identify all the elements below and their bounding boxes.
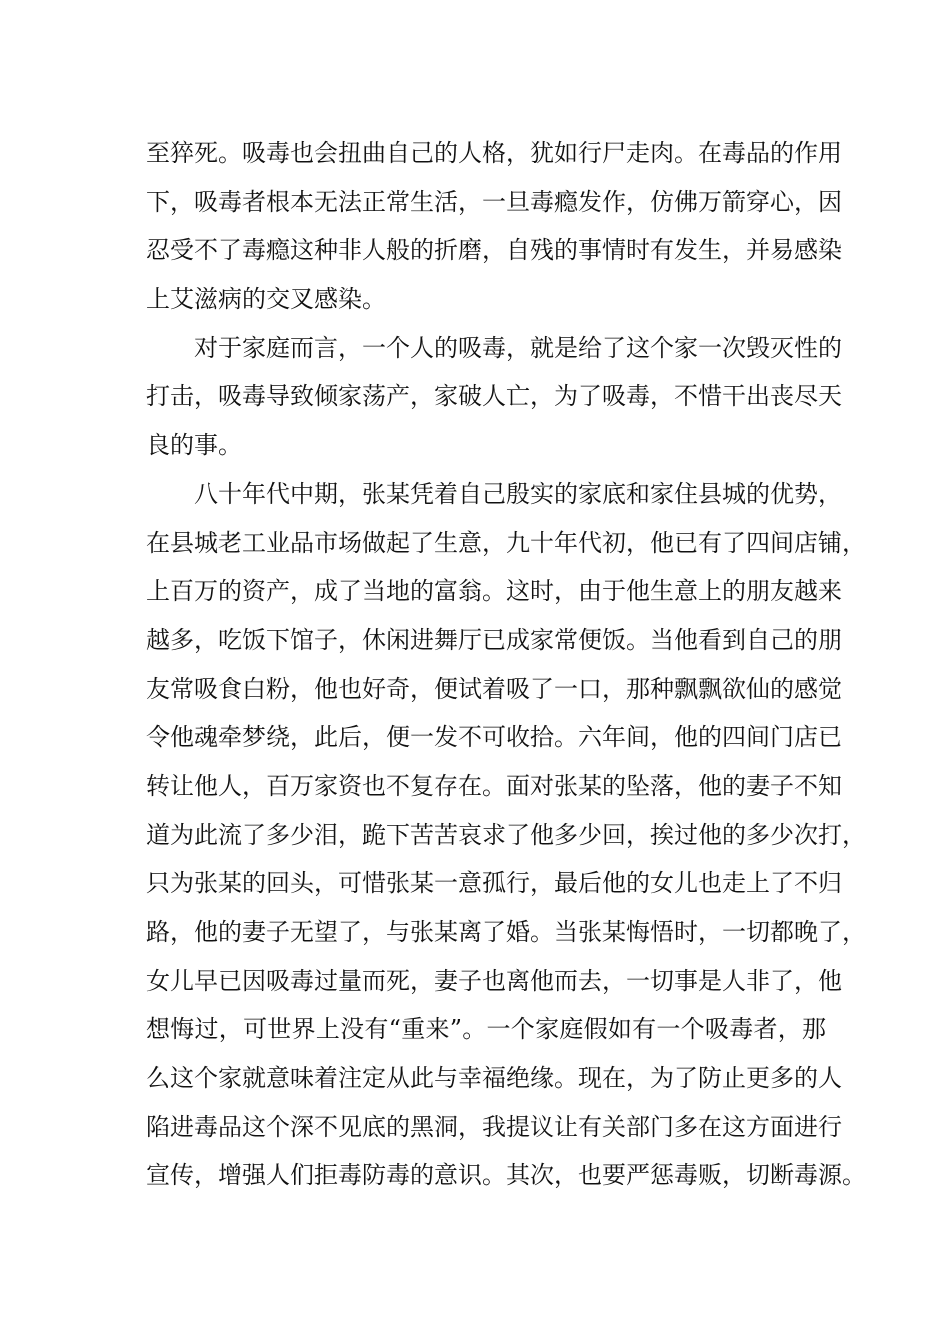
text-line: 只为张某的回头，可惜张某一意孤行，最后他的女儿也走上了不归: [146, 869, 842, 898]
text-line: 良的事。: [146, 431, 242, 460]
text-line: 越多，吃饭下馆子，休闲进舞厅已成家常便饭。当他看到自己的朋: [146, 625, 842, 654]
text-line: 宣传，增强人们拒毒防毒的意识。其次，也要严惩毒贩，切断毒源。: [146, 1161, 866, 1190]
text-line: 令他魂牵梦绕，此后，便一发不可收拾。六年间，他的四间门店已: [146, 723, 842, 752]
paragraph-first-line: 对于家庭而言，一个人的吸毒，就是给了这个家一次毁灭性的: [194, 333, 842, 362]
text-line: 在县城老工业品市场做起了生意，九十年代初，他已有了四间店铺，: [146, 528, 866, 557]
text-line: 上艾滋病的交叉感染。: [146, 285, 386, 314]
paragraph-first-line: 八十年代中期，张某凭着自己殷实的家底和家住县城的优势，: [194, 479, 842, 508]
text-line: 想悔过，可世界上没有“重来”。一个家庭假如有一个吸毒者，那: [146, 1015, 826, 1044]
body-text: [146, 129, 866, 1200]
text-line: 转让他人，百万家资也不复存在。面对张某的坠落，他的妻子不知: [146, 771, 842, 800]
text-line: 下，吸毒者根本无法正常生活，一旦毒瘾发作，仿佛万箭穿心，因: [146, 187, 842, 216]
text-line: 陷进毒品这个深不见底的黑洞，我提议让有关部门多在这方面进行: [146, 1112, 842, 1141]
text-line: 打击，吸毒导致倾家荡产，家破人亡，为了吸毒，不惜干出丧尽天: [146, 382, 842, 411]
text-line: 忍受不了毒瘾这种非人般的折磨，自残的事情时有发生，并易感染: [146, 236, 842, 265]
text-line: 路，他的妻子无望了，与张某离了婚。当张某悔悟时，一切都晚了，: [146, 918, 866, 946]
text-line: 上百万的资产，成了当地的富翁。这时，由于他生意上的朋友越来: [146, 577, 842, 606]
text-line: 友常吸食白粉，他也好奇，便试着吸了一口，那种飘飘欲仙的感觉: [146, 674, 842, 703]
text-line: 道为此流了多少泪，跪下苦苦哀求了他多少回，挨过他的多少次打，: [146, 820, 866, 849]
text-line: 女儿早已因吸毒过量而死，妻子也离他而去，一切事是人非了，他: [146, 966, 842, 995]
text-line: 么这个家就意味着注定从此与幸福绝缘。现在，为了防止更多的人: [146, 1064, 842, 1093]
text-line: 至猝死。吸毒也会扭曲自己的人格，犹如行尸走肉。在毒品的作用: [146, 139, 842, 167]
